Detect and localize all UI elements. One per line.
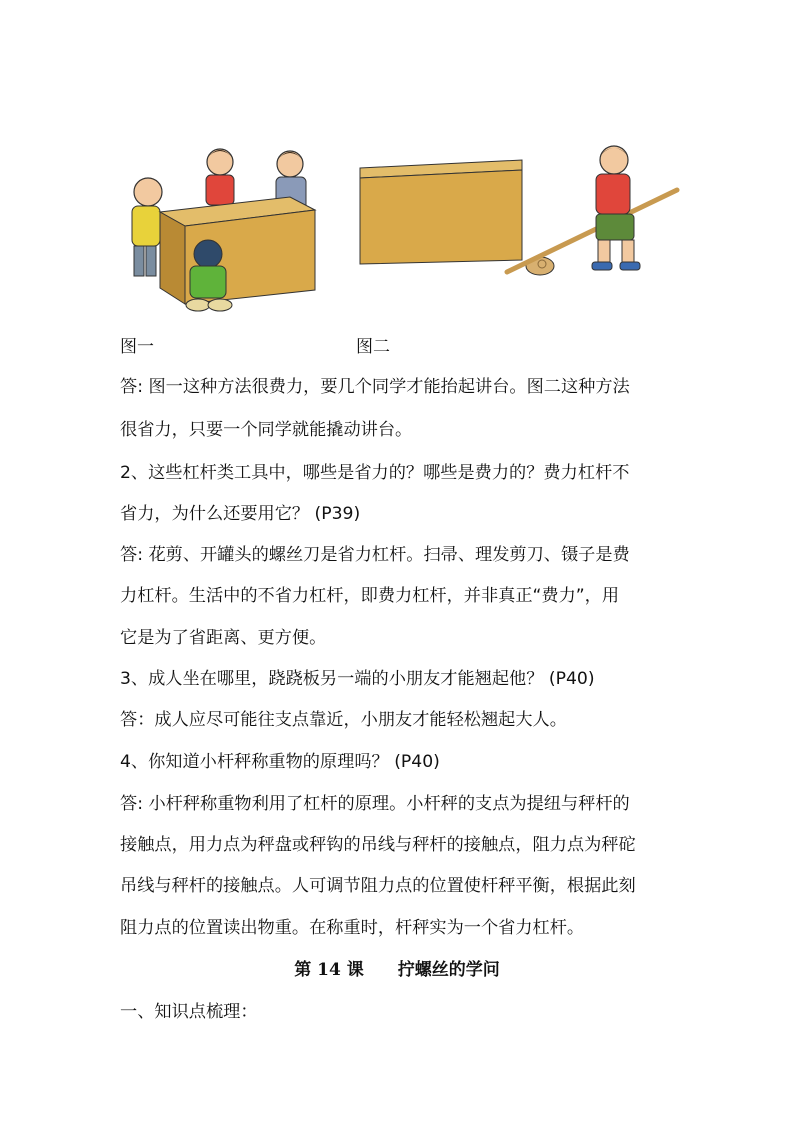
child-left [132,178,162,276]
text-line: 答: 小杆秤称重物利用了杠杆的原理。小杆秤的支点为提纽与秤杆的 [120,794,630,814]
lesson-heading [0,958,794,982]
text-line: 省力，为什么还要用它？ (P39) [120,504,361,524]
text-line: 答：成人应尽可能往支点靠近，小朋友才能轻松翘起大人。 [120,710,567,730]
text-line: 4、你知道小杆秤称重物的原理吗？ (P40) [120,752,440,772]
podium-box [360,160,522,264]
figure-2-lever-podium [352,142,682,282]
text-line: 3、成人坐在哪里，跷跷板另一端的小朋友才能翘起他？ (P40) [120,669,595,689]
child-lever [592,146,640,270]
text-line: 答: 图一这种方法很费力，要几个同学才能抬起讲台。图二这种方法 [120,377,630,397]
text-line: 吊线与秤杆的接触点。人可调节阻力点的位置使杆秤平衡，根据此刻 [120,876,636,896]
text-line: 接触点，用力点为秤盘或秤钩的吊线与秤杆的接触点，阻力点为秤砣 [120,835,636,855]
text-line: 答: 花剪、开罐头的螺丝刀是省力杠杆。扫帚、理发剪刀、镊子是费 [120,545,630,565]
lesson-number: 第 14 课 [294,960,364,980]
text-line: 很省力，只要一个同学就能撬动讲台。 [120,420,413,440]
text-line: 它是为了省距离、更方便。 [120,628,327,648]
figure-2-caption: 图二 [356,337,390,357]
figure-1-caption: 图一 [120,337,154,357]
section-title: 一、知识点梳理： [120,1002,258,1022]
lever-pole [507,190,677,272]
podium-box [160,197,315,304]
figure-1-lifting-podium [120,142,332,317]
text-line: 阻力点的位置读出物重。在称重时，杆秤实为一个省力杠杆。 [120,918,585,938]
lesson-title: 拧螺丝的学问 [397,960,500,980]
child-middle [206,149,234,205]
text-line: 力杠杆。生活中的不省力杠杆，即费力杠杆，并非真正“费力”，用 [120,586,620,606]
text-line: 2、这些杠杆类工具中，哪些是省力的？哪些是费力的？费力杠杆不 [120,463,630,483]
